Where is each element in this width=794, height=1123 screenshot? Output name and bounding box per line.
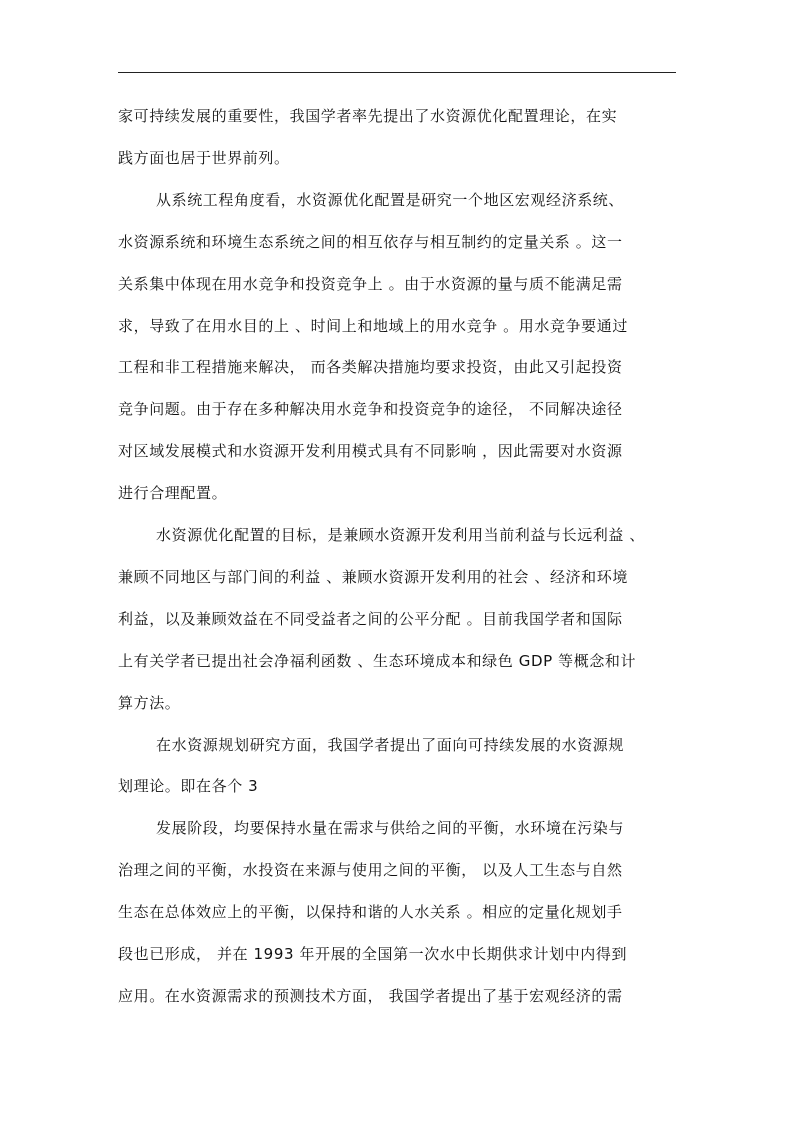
text-line: 划理论。即在各个 3 [118,777,259,795]
text-line: 工程和非工程措施来解决， 而各类解决措施均要求投资，由此又引起投资 [118,358,623,376]
text-line: 段也已形成， 并在 1993 年开展的全国第一次水中长期供求计划中内得到 [118,945,628,963]
text-line: 上有关学者已提出社会净福利函数 、生态环境成本和绿色 GDP 等概念和计 [118,652,637,670]
text-line: 求，导致了在用水目的上 、时间上和地域上的用水竞争 。用水竞争要通过 [118,317,628,335]
paragraph-start-line: 发展阶段，均要保持水量在需求与供给之间的平衡，水环境在污染与 [156,819,625,837]
text-line: 水资源系统和环境生态系统之间的相互依存与相互制约的定量关系 。这一 [118,233,623,251]
text-line: 进行合理配置。 [118,484,228,502]
text-line: 应用。在水资源需求的预测技术方面， 我国学者提出了基于宏观经济的需 [118,987,623,1005]
paragraph-start-line: 水资源优化配置的目标，是兼顾水资源开发利用当前利益与长远利益 、 [156,526,645,544]
header-rule [118,72,676,73]
text-line: 践方面也居于世界前列。 [118,149,290,167]
paragraph-start-line: 在水资源规划研究方面，我国学者提出了面向可持续发展的水资源规 [156,736,625,754]
text-line: 家可持续发展的重要性，我国学者率先提出了水资源优化配置理论，在实 [118,107,618,125]
paragraph-start-line: 从系统工程角度看，水资源优化配置是研究一个地区宏观经济系统、 [156,191,625,209]
text-line: 对区域发展模式和水资源开发利用模式具有不同影响 ，因此需要对水资源 [118,442,623,460]
text-line: 治理之间的平衡，水投资在来源与使用之间的平衡， 以及人工生态与自然 [118,861,623,879]
text-line: 关系集中体现在用水竞争和投资竞争上 。由于水资源的量与质不能满足需 [118,275,623,293]
text-line: 竞争问题。由于存在多种解决用水竞争和投资竞争的途径， 不同解决途径 [118,400,623,418]
text-line: 算方法。 [118,694,181,712]
text-line: 兼顾不同地区与部门间的利益 、兼顾水资源开发利用的社会 、经济和环境 [118,568,628,586]
text-line: 利益，以及兼顾效益在不同受益者之间的公平分配 。目前我国学者和国际 [118,610,623,628]
text-line: 生态在总体效应上的平衡，以保持和谐的人水关系 。相应的定量化规划手 [118,903,623,921]
